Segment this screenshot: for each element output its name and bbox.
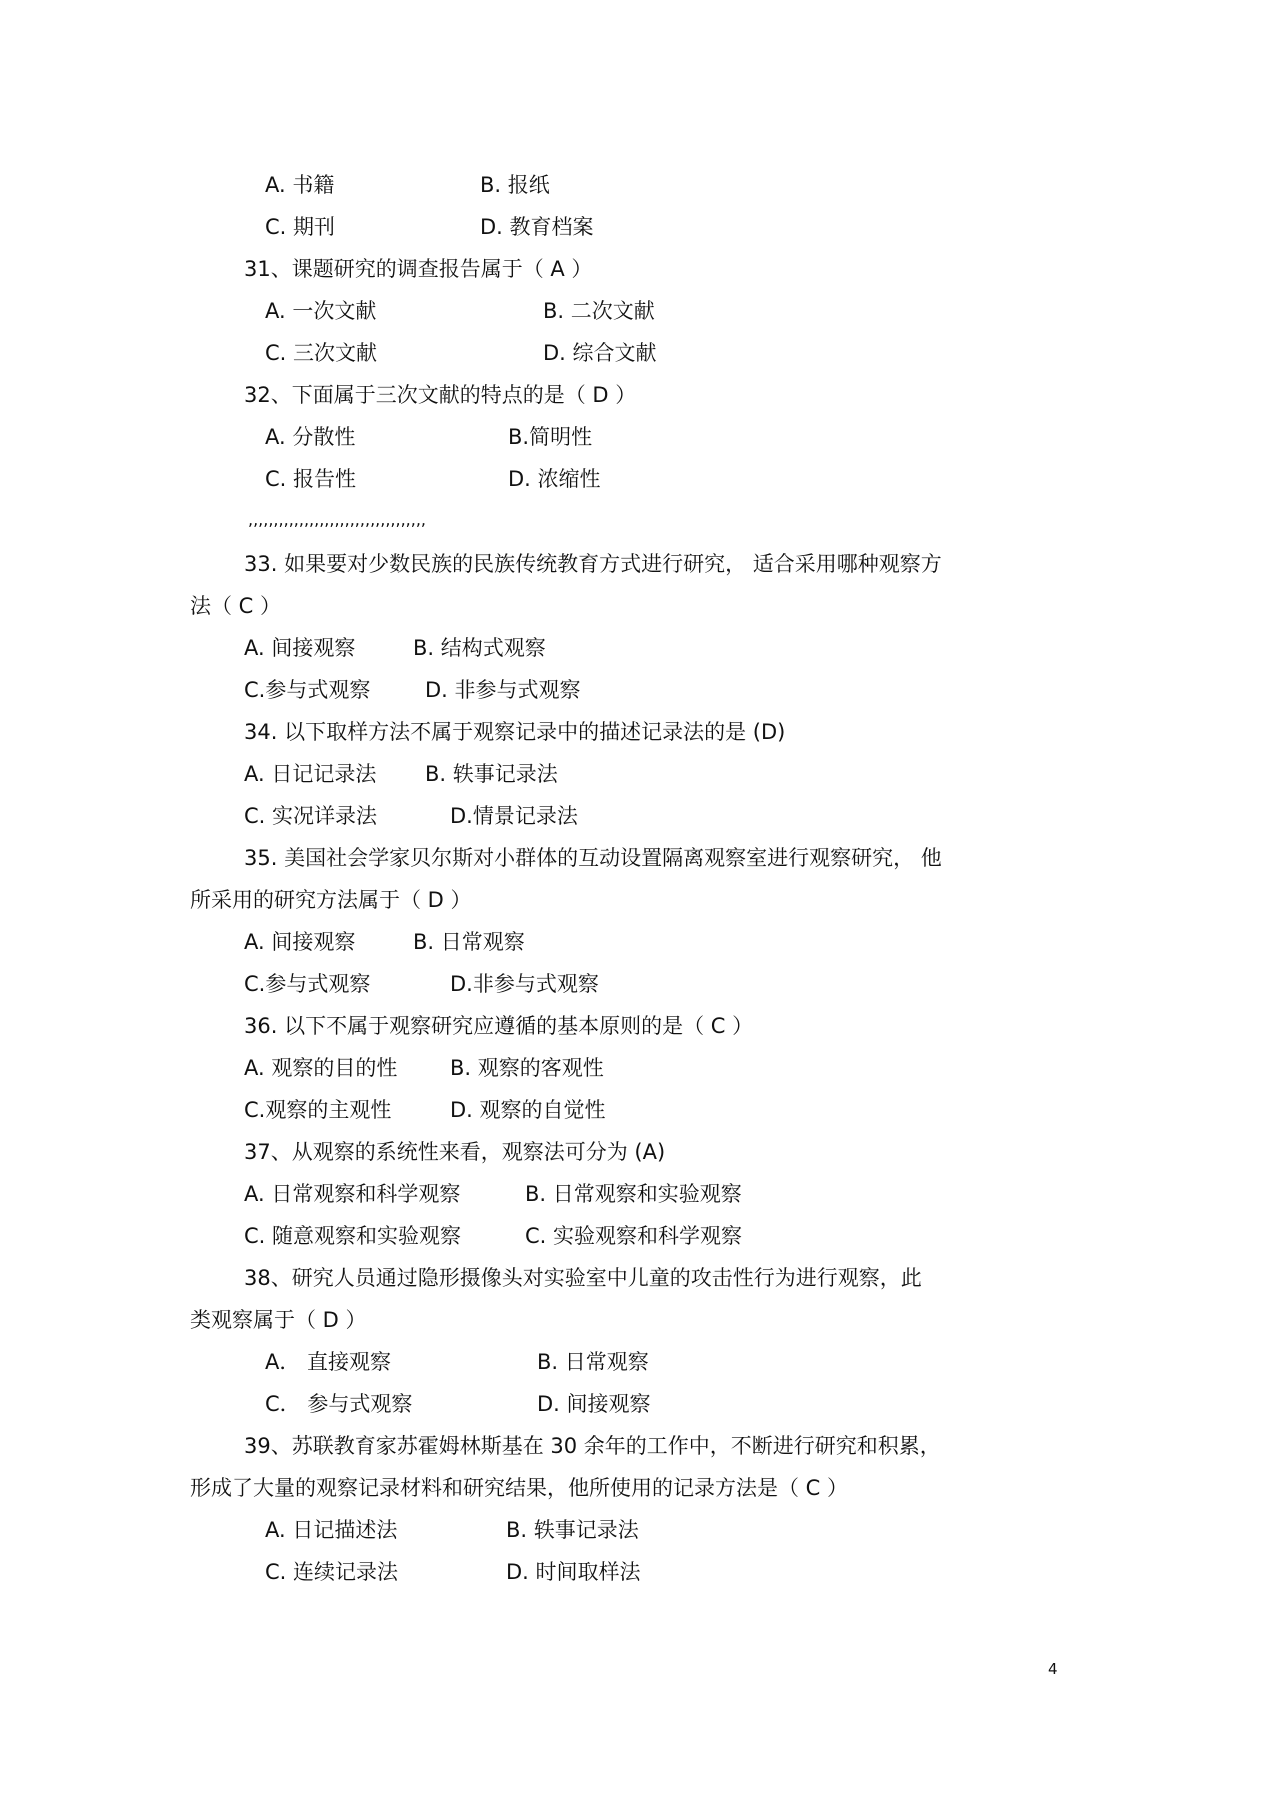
- question-text: 37、从观察的系统性来看，观察法可分为 (A): [244, 1140, 666, 1164]
- option-left: A. 一次文献: [265, 299, 377, 323]
- question-text: 34. 以下取样方法不属于观察记录中的描述记录法的是 (D): [244, 720, 786, 744]
- question-continuation: 法（ C ）: [190, 594, 282, 618]
- question-text: 32、下面属于三次文献的特点的是（ D ）: [244, 383, 637, 407]
- option-right: D. 教育档案: [480, 215, 594, 239]
- option-left: A. 分散性: [265, 425, 356, 449]
- option-right: D.情景记录法: [450, 804, 578, 828]
- question-text: 33. 如果要对少数民族的民族传统教育方式进行研究， 适合采用哪种观察方: [244, 552, 942, 576]
- option-right: B. 日常观察和实验观察: [525, 1182, 742, 1206]
- option-left: C.参与式观察: [244, 678, 371, 702]
- option-right: B. 观察的客观性: [450, 1056, 604, 1080]
- option-left: A. 间接观察: [244, 930, 356, 954]
- option-left: A． 直接观察: [265, 1350, 392, 1374]
- question-text: 39、苏联教育家苏霍姆林斯基在 30 余年的工作中，不断进行研究和积累，: [244, 1434, 941, 1458]
- question-text: 38、研究人员通过隐形摄像头对实验室中儿童的攻击性行为进行观察，此: [244, 1266, 922, 1290]
- option-right: C. 实验观察和科学观察: [525, 1224, 743, 1248]
- question-text: 35. 美国社会学家贝尔斯对小群体的互动设置隔离观察室进行观察研究， 他: [244, 846, 942, 870]
- option-right: B. 结构式观察: [413, 636, 546, 660]
- option-right: B. 二次文献: [543, 299, 655, 323]
- option-left: A. 观察的目的性: [244, 1056, 398, 1080]
- question-continuation: 类观察属于（ D ）: [190, 1308, 367, 1332]
- option-left: C． 参与式观察: [265, 1392, 413, 1416]
- option-left: C. 期刊: [265, 215, 336, 239]
- option-left: A. 日记描述法: [265, 1518, 398, 1542]
- option-left: C. 实况详录法: [244, 804, 378, 828]
- option-right: B. 轶事记录法: [425, 762, 558, 786]
- option-left: C. 连续记录法: [265, 1560, 399, 1584]
- option-left: A. 日常观察和科学观察: [244, 1182, 461, 1206]
- option-right: B. 日常观察: [537, 1350, 649, 1374]
- option-right: D. 浓缩性: [508, 467, 601, 491]
- question-continuation: 所采用的研究方法属于（ D ）: [190, 888, 472, 912]
- option-left: C.观察的主观性: [244, 1098, 392, 1122]
- option-right: D. 综合文献: [543, 341, 657, 365]
- option-right: B. 轶事记录法: [506, 1518, 639, 1542]
- option-left: A. 书籍: [265, 173, 335, 197]
- option-right: B. 日常观察: [413, 930, 525, 954]
- question-continuation: 形成了大量的观察记录材料和研究结果，他所使用的记录方法是（ C ）: [190, 1476, 849, 1500]
- option-right: D. 时间取样法: [506, 1560, 641, 1584]
- option-left: C. 随意观察和实验观察: [244, 1224, 462, 1248]
- option-left: A. 日记记录法: [244, 762, 377, 786]
- option-right: D. 间接观察: [537, 1392, 651, 1416]
- option-right: D. 非参与式观察: [425, 678, 581, 702]
- option-right: B.简明性: [508, 425, 593, 449]
- question-text: 36. 以下不属于观察研究应遵循的基本原则的是（ C ）: [244, 1014, 754, 1038]
- option-left: C.参与式观察: [244, 972, 371, 996]
- option-left: C. 三次文献: [265, 341, 378, 365]
- option-left: A. 间接观察: [244, 636, 356, 660]
- page-number: 4: [1048, 1660, 1058, 1678]
- option-left: C. 报告性: [265, 467, 357, 491]
- option-right: D.非参与式观察: [450, 972, 599, 996]
- question-text: 31、课题研究的调查报告属于（ A ）: [244, 257, 593, 281]
- separator-dots: ,,,,,,,,,,,,,,,,,,,,,,,,,,,,,,,,,,,: [248, 510, 427, 529]
- option-right: B. 报纸: [480, 173, 550, 197]
- option-right: D. 观察的自觉性: [450, 1098, 606, 1122]
